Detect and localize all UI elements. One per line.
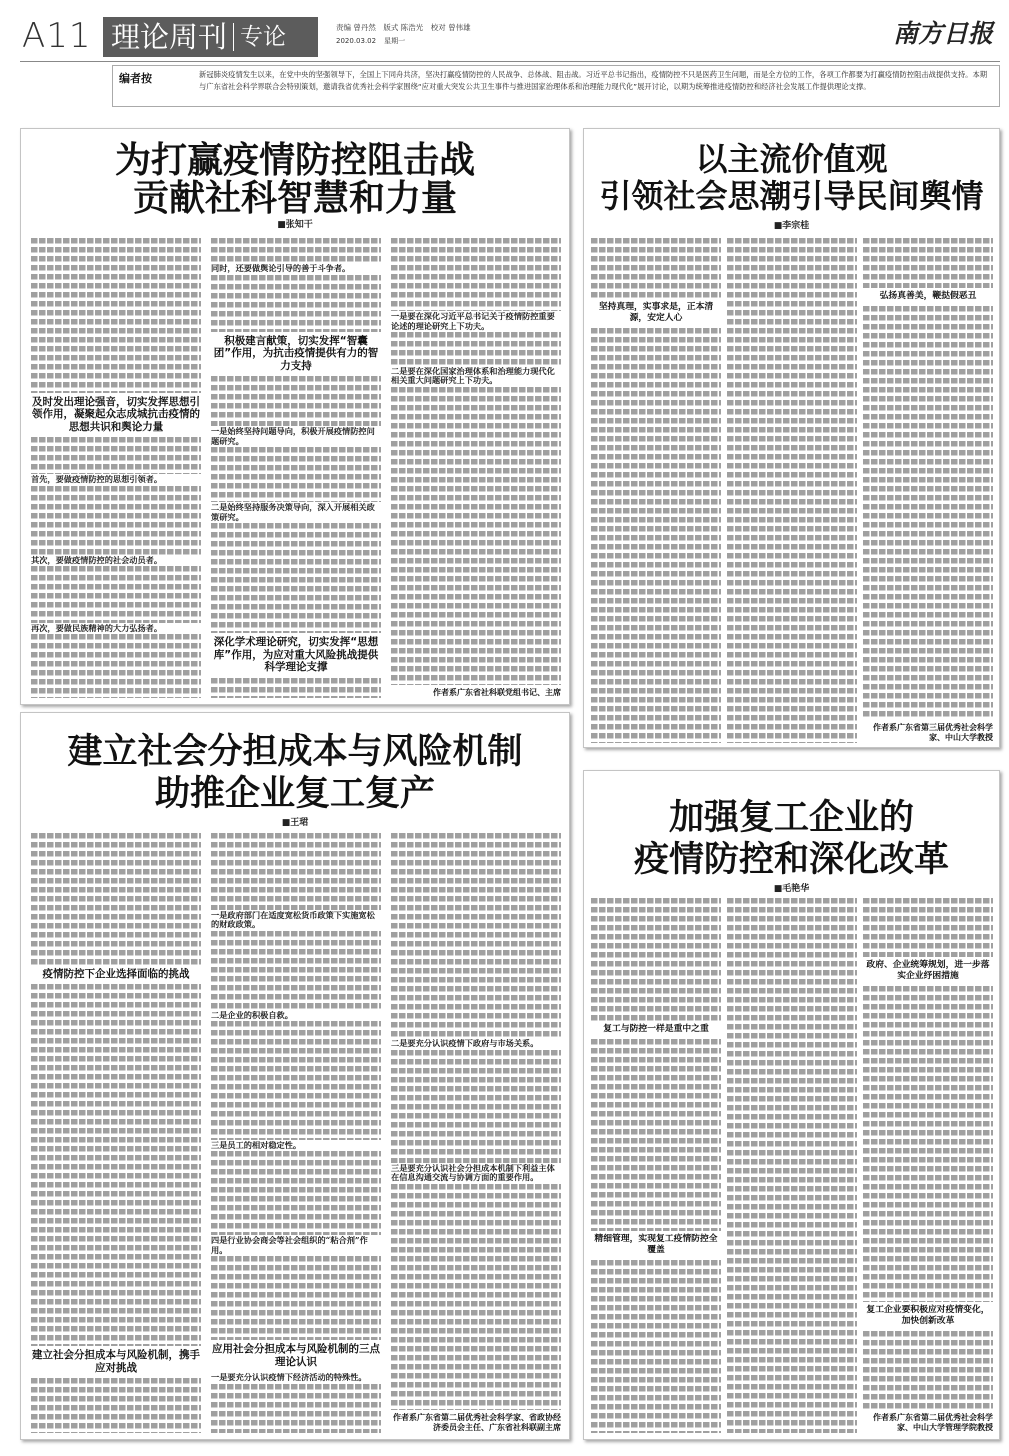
body-text xyxy=(391,833,561,1038)
body-text xyxy=(591,328,721,743)
article-column xyxy=(391,833,561,1433)
run-in-heading: 二是始终坚持服务决策导向，深入开展相关政策研究。 xyxy=(211,502,375,522)
article-column xyxy=(31,238,201,698)
article-subhead: 精细管理，实现复工疫情防控全覆盖 xyxy=(594,1234,718,1256)
body-text xyxy=(211,275,381,332)
article-title-line: 贡献社科智慧和力量 xyxy=(132,177,457,219)
body-text xyxy=(31,486,201,555)
body-text xyxy=(591,898,721,1021)
body-text xyxy=(211,1256,381,1340)
body-text xyxy=(211,1384,381,1433)
article-column xyxy=(391,238,561,698)
issue-weekday: 星期一 xyxy=(384,37,406,45)
issue-date: 2020.03.02 xyxy=(336,37,377,45)
run-in-heading: 三是要充分认识社会分担成本机制下利益主体在信息沟通交流与协调方面的重要作用。 xyxy=(391,1162,555,1183)
author-note: 作者系广东省社科联党组书记、主席 xyxy=(433,688,561,697)
article-column xyxy=(863,898,993,1433)
editor-note-text: 新冠肺炎疫情发生以来，在党中央的坚强领导下，全国上下同舟共济，坚决打赢疫情防控的人民战争、总体战、阻击战。习近平总书记指出，疫情防控不只是医药卫生问题，而是全方位的工作，各项工作都要为打赢疫情防控阻击战提供支持。本期与广东省社会科学界联合会特别策划，邀请我省优秀社会科学家围绕“应对重大突发公共卫生事件与推进国家治理体系和治理能力现代化”展开讨论，以期为统筹推进疫情防控和经济社会发展工作提供理论支撑。 xyxy=(199,70,988,91)
section-banner xyxy=(103,17,318,57)
body-text xyxy=(391,238,561,311)
article-byline: ■李宗桂 xyxy=(773,221,810,231)
body-text xyxy=(211,238,381,263)
run-in-heading: 首先，要做疫情防控的思想引领者。 xyxy=(31,474,163,485)
editor-note xyxy=(112,65,1000,107)
body-text xyxy=(863,1331,993,1410)
author-note: 作者系广东省第二届优秀社会科学家、中山大学管理学院教授 xyxy=(873,1413,993,1432)
author-note: 作者系广东省第三届优秀社会科学家、中山大学教授 xyxy=(873,723,993,742)
run-in-heading: 三是员工的相对稳定性。 xyxy=(211,1139,302,1150)
run-in-heading: 四是行业协会商会等社会组织的“粘合剂”作用。 xyxy=(211,1235,368,1255)
article-column xyxy=(31,833,201,1433)
body-text xyxy=(863,986,993,1302)
newspaper-logo: 南方日报 xyxy=(893,19,994,48)
body-text xyxy=(391,1050,561,1163)
header-rule xyxy=(20,61,1000,62)
body-text xyxy=(391,332,561,366)
body-text xyxy=(31,833,201,965)
article-title-line: 助推企业复工复产 xyxy=(154,773,435,814)
body-text xyxy=(211,376,381,426)
section-divider xyxy=(233,23,234,51)
body-text xyxy=(211,447,381,502)
body-text xyxy=(863,306,993,720)
body-text xyxy=(211,1151,381,1235)
article-subhead: 复工与防控一样是重中之重 xyxy=(603,1024,709,1035)
article-title-line: 建立社会分担成本与风险机制 xyxy=(67,731,523,772)
body-text xyxy=(727,898,857,1433)
body-text xyxy=(391,387,561,685)
article-3 xyxy=(20,712,570,1440)
body-text xyxy=(591,238,721,299)
article-subhead: 坚持真理，实事求是，正本清源，安定人心 xyxy=(598,302,714,324)
article-byline: ■王珺 xyxy=(281,818,309,828)
article-column xyxy=(591,238,721,743)
body-text xyxy=(211,678,381,698)
run-in-heading: 二是要充分认识疫情下政府与市场关系。 xyxy=(391,1038,539,1049)
article-1 xyxy=(20,128,570,705)
article-title-line: 以主流价值观 xyxy=(695,140,888,178)
article-subhead: 积极建言献策，切实发挥“智囊团”作用，为抗击疫情提供有力的智力支持 xyxy=(213,334,379,372)
article-subhead: 及时发出理论强音，切实发挥思想引领作用，凝聚起众志成城抗击疫情的思想共识和舆论力量 xyxy=(32,395,200,433)
article-title-line: 为打赢疫情防控阻击战 xyxy=(114,139,475,181)
body-text xyxy=(31,634,201,698)
body-text xyxy=(31,238,201,393)
author-note: 作者系广东省第二届优秀社会科学家、省政协经济委员会主任、广东省社科联副主席 xyxy=(393,1413,561,1432)
run-in-heading: 一是始终坚持问题导向，积极开展疫情防控问题研究。 xyxy=(211,426,375,446)
article-subhead: 建立社会分担成本与风险机制，携手应对挑战 xyxy=(32,1349,200,1374)
run-in-heading: 一是政府部门在适度宽松货币政策下实施宽松的财政政策。 xyxy=(211,909,375,930)
body-text xyxy=(31,437,201,474)
run-in-heading: 二是企业的积极自救。 xyxy=(211,1009,293,1020)
article-byline: ■张知干 xyxy=(277,220,313,230)
body-text xyxy=(591,1260,721,1433)
body-text xyxy=(863,238,993,288)
article-column xyxy=(211,833,381,1433)
body-text xyxy=(863,898,993,957)
body-text xyxy=(211,833,381,910)
body-text xyxy=(211,1021,381,1139)
editor-credits: 责编 曾丹然 版式 陈浩光 校对 曾伟雄 xyxy=(336,23,471,32)
run-in-heading: 同时，还要做舆论引导的善于斗争者。 xyxy=(211,263,351,274)
body-text xyxy=(727,238,857,743)
article-subhead: 疫情防控下企业选择面临的挑战 xyxy=(42,967,190,980)
article-subhead: 应用社会分担成本与风险机制的三点理论认识 xyxy=(212,1343,380,1368)
run-in-heading: 再次，要做民族精神的大力弘扬者。 xyxy=(31,622,163,633)
article-title-line: 引领社会思潮引导民间舆情 xyxy=(599,177,984,215)
article-column xyxy=(727,898,857,1433)
article-column xyxy=(591,898,721,1433)
body-text xyxy=(211,931,381,1010)
article-subhead: 深化学术理论研究，切实发挥“思想库”作用，为应对重大风险挑战提供科学理论支撑 xyxy=(213,636,379,674)
body-text xyxy=(211,523,381,633)
run-in-heading: 其次，要做疫情防控的社会动员者。 xyxy=(31,554,163,565)
run-in-heading: 一是要充分认识疫情下经济活动的特殊性。 xyxy=(211,1372,367,1383)
article-byline: ■毛艳华 xyxy=(773,884,810,894)
article-column xyxy=(211,238,381,698)
dateline xyxy=(336,36,405,46)
article-subhead: 复工企业要积极应对疫情变化，加快创新改革 xyxy=(866,1305,990,1327)
article-subhead: 政府、企业统筹规划，进一步落实企业纾困措施 xyxy=(866,960,990,982)
article-column xyxy=(727,238,857,743)
article-title-line: 加强复工企业的 xyxy=(668,797,914,838)
body-text xyxy=(31,984,201,1346)
body-text xyxy=(31,1378,201,1433)
body-text xyxy=(31,566,201,623)
section-subtitle: 专论 xyxy=(240,24,287,50)
article-2 xyxy=(583,128,1000,748)
article-subhead: 弘扬真善美，鞭挞假恶丑 xyxy=(879,291,977,302)
run-in-heading: 二是要在深化国家治理体系和治理能力现代化相关重大问题研究上下功夫。 xyxy=(391,365,555,386)
run-in-heading: 一是要在深化习近平总书记关于疫情防控重要论述的理论研究上下功夫。 xyxy=(391,311,555,331)
body-text xyxy=(591,1039,721,1231)
article-column xyxy=(863,238,993,743)
editor-note-label: 编者按 xyxy=(119,72,152,85)
article-title-line: 疫情防控和深化改革 xyxy=(633,839,949,880)
page-number: A11 xyxy=(22,16,92,56)
section-title: 理论周刊 xyxy=(111,20,228,54)
body-text xyxy=(391,1184,561,1410)
article-4 xyxy=(583,770,1000,1440)
